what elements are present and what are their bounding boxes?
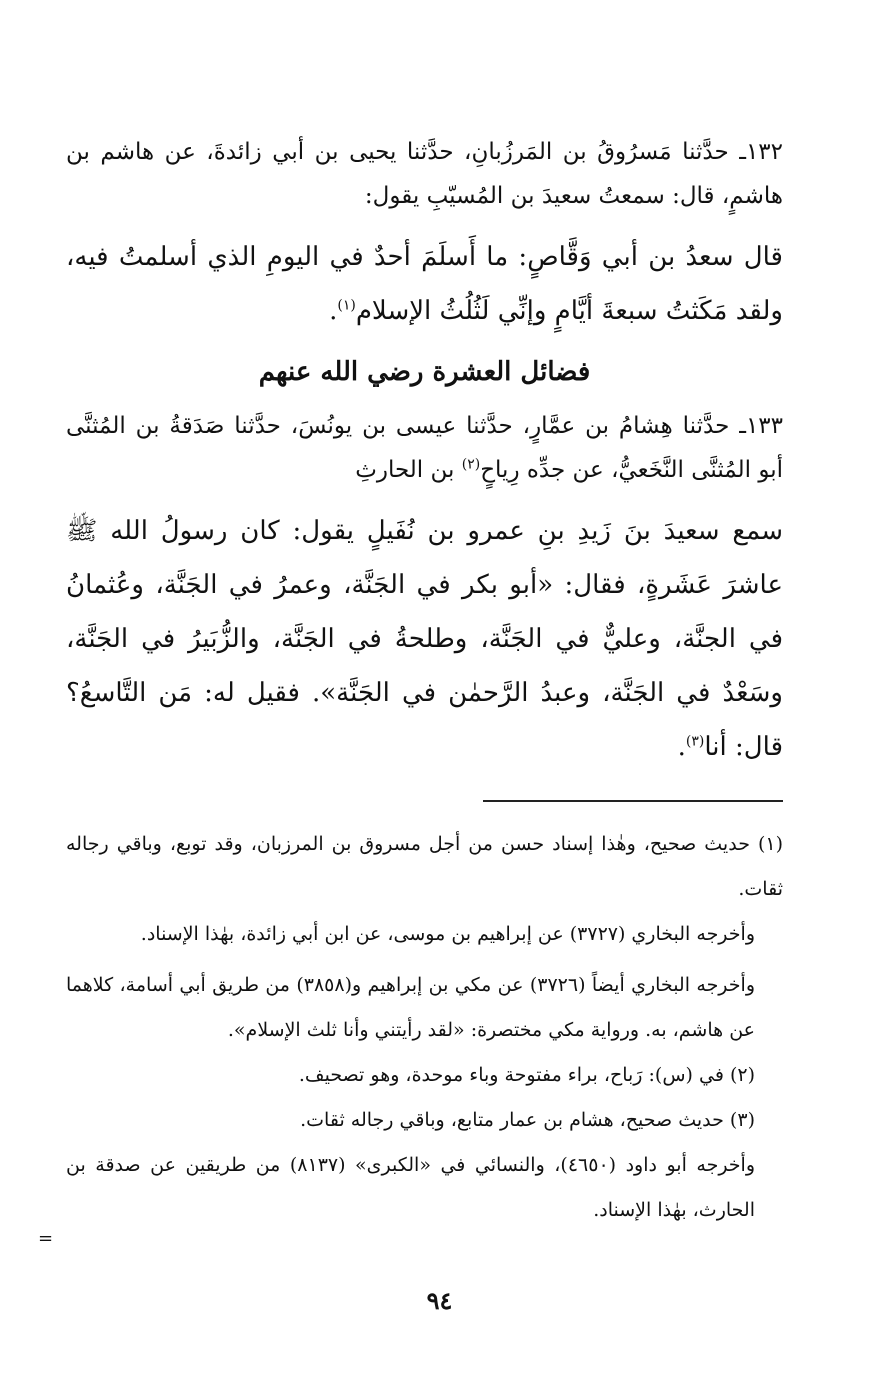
- hadith-133-end: .: [677, 732, 686, 762]
- hadith-133-text: [66, 504, 783, 774]
- section-heading: فضائل العشرة رضي الله عنهم: [258, 357, 591, 387]
- hadith-132-chain-text: ١٣٢ـ حدَّثنا مَسرُوقُ بن المَرزُبانِ، حدَّثنا يحيى بن أبي زائدةَ، عن هاشم بن هاشمٍ، قال: سمعتُ سعيدَ بن المُسيّبِ يقول:: [66, 139, 783, 209]
- footnote-divider: [483, 800, 783, 802]
- footnote-1-continued-2: وأخرجه البخاري أيضاً (٣٧٢٦) عن مكي بن إبراهيم و(٣٨٥٨) من طريق أبي أسامة، كلاهما عن هاشم، به. ورواية مكي مختصرة: «لقد رأيتني وأنا ثلث الإسلام».: [66, 974, 755, 1041]
- footnotes: [66, 822, 783, 1233]
- hadith-132-body: قال سعدُ بن أبي وَقَّاصٍ: ما أَسلَمَ أحدٌ في اليومِ الذي أسلمتُ فيه، ولقد مَكَثتُ سبعةَ أيَّامٍ وإنِّي لَثُلُثُ الإسلام: [66, 242, 783, 326]
- page-number: ٩٤: [426, 1286, 453, 1315]
- footnote-2: (٢) في (س): رَباح، براء مفتوحة وباء موحدة، وهو تصحيف.: [298, 1064, 755, 1086]
- footnote-3-continued: وأخرجه أبو داود (٤٦٥٠)، والنسائي في «الكبرى» (٨١٣٧) من طريقين عن صدقة بن الحارث، بهٰذا الإسناد.: [66, 1154, 756, 1221]
- hadith-133-chain-end: بن الحارثِ: [355, 457, 462, 483]
- continuation-mark: =: [38, 1228, 54, 1249]
- hadith-133-chain-text: ١٣٣ـ حدَّثنا هِشامُ بن عمَّارٍ، حدَّثنا عيسى بن يونُسَ، حدَّثنا صَدَقةُ بن المُثنَّى أبو المُثنَّى النَّخَعيُّ، عن جدِّه رِياحٍ: [66, 413, 783, 483]
- hadith-132-chain: [66, 130, 783, 218]
- hadith-133-body: سمع سعيدَ بنَ زَيدِ بنِ عمرو بن نُفَيلٍ يقول: كان رسولُ الله ﷺ عاشرَ عَشَرةٍ، فقال: «أبو بكر في الجَنَّة، وعمرُ في الجَنَّة، وعُثمانُ في الجنَّة، وعليٌّ في الجَنَّة، وطلحةُ في الجَنَّة، والزُّبَيرُ في الجَنَّة، وسَعْدٌ في الجَنَّة، وعبدُ الرَّحمٰن في الجَنَّة». فقيل له: مَن التَّاسعُ؟ قال: أنا: [66, 516, 783, 762]
- footnote-ref-3[interactable]: (٣): [685, 733, 705, 750]
- footnote-1-continued: وأخرجه البخاري (٣٧٢٧) عن إبراهيم بن موسى، عن ابن أبي زائدة، بهٰذا الإسناد.: [140, 923, 755, 945]
- hadith-133-chain: [66, 404, 783, 492]
- footnote-3: (٣) حديث صحيح، هشام بن عمار متابع، وباقي رجاله ثقات.: [300, 1109, 755, 1131]
- hadith-132-text: [66, 230, 783, 338]
- footnote-1: (١) حديث صحيح، وهٰذا إسناد حسن من أجل مسروق بن المرزبان، وقد توبع، وباقي رجاله ثقات.: [66, 833, 783, 900]
- footnote-ref-2[interactable]: (٢): [461, 456, 481, 473]
- footnote-ref-1[interactable]: (١): [337, 297, 356, 314]
- hadith-132-end: .: [329, 296, 338, 326]
